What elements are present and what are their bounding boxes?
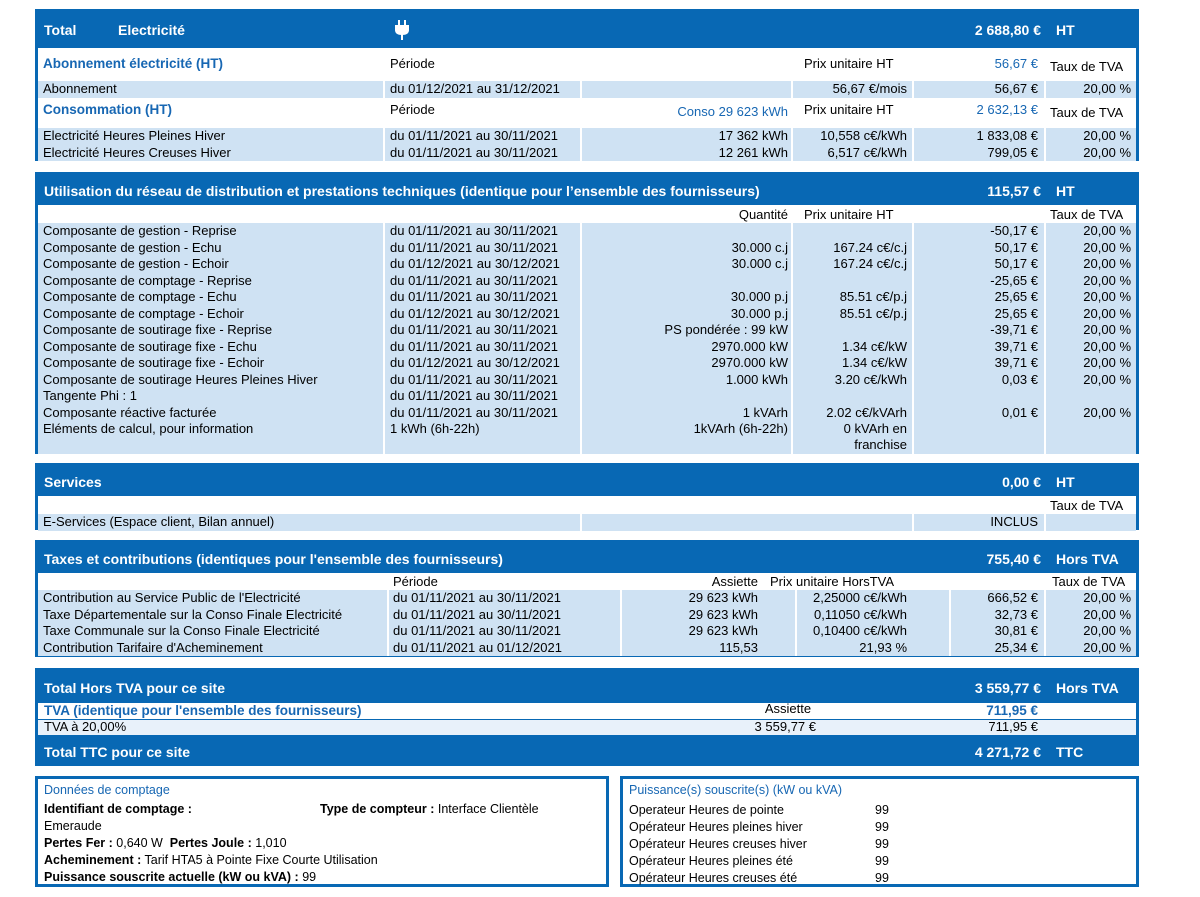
vat-rate-label: TVA à 20,00% [44,719,127,734]
unit-price-header: Prix unitaire HT [804,56,894,71]
row-amount: 30,81 € [994,623,1038,638]
row-period: du 01/11/2021 au 30/11/2021 [390,239,558,255]
row-amount: 0,03 € [1001,371,1038,387]
row-price: 0 kVArh en [843,421,907,436]
row-tva: 20,00 % [1083,256,1131,271]
row-qty: 30.000 p.j [730,289,788,304]
row-period: du 01/11/2021 au 30/11/2021 [390,272,558,288]
row-amount: INCLUS [990,514,1038,529]
tax-row [38,640,1136,657]
routing-value: Tarif HTA5 à Pointe Fixe Courte Utilisation [144,853,378,867]
network-amount: 115,57 € [987,183,1041,199]
subscription-title: Abonnement électricité (HT) [43,56,224,71]
row-label: Composante de gestion - Echu [43,239,222,255]
row-label: Composante de soutirage fixe - Echu [43,338,257,354]
subscription-row [38,81,1136,98]
network-row [38,289,1136,306]
vat-row [38,720,1136,735]
total-incl-vat-label: Total TTC pour ce site [44,744,190,760]
electricity-header [38,12,1136,48]
row-price: 6,517 c€/kWh [827,144,907,160]
network-row [38,405,1136,422]
network-row [38,322,1136,339]
taxes-title: Taxes et contributions (identiques pour l'ensemble des fournisseurs) [44,551,503,567]
vat-amount: 711,95 € [988,719,1038,734]
network-row [38,273,1136,290]
network-columns [38,207,1136,224]
consumption-total: Conso 29 623 kWh [677,104,788,119]
row-qty: 12 261 kWh [718,144,788,160]
row-label: Composante de comptage - Echoir [43,305,244,321]
franchise-note: franchise [854,437,907,452]
row-amount: 0,01 € [1001,404,1038,420]
total-excl-vat-label: Total Hors TVA pour ce site [44,680,225,696]
row-qty: 1.000 kWh [725,371,788,387]
row-label: Composante de gestion - Reprise [43,223,237,238]
power-title: Puissance(s) souscrite(s) (kW ou kVA) [629,783,843,797]
row-amount: 25,34 € [994,639,1038,655]
metering-title: Données de comptage [44,783,170,797]
power-row-value: 99 [875,837,889,851]
row-label: Composante de gestion - Echoir [43,256,229,271]
row-qty: 29 623 kWh [688,623,758,638]
network-unit: HT [1056,183,1075,199]
row-price: 10,558 c€/kWh [820,128,907,143]
meter-type-value: Interface Clientèle [437,802,539,816]
row-qty: 1 kVArh [742,404,788,420]
consumption-row [38,145,1136,162]
total-excl-vat-amount: 3 559,77 € [974,680,1041,696]
row-qty: 1kVArh (6h-22h) [693,421,788,436]
row-period: du 01/11/2021 au 30/11/2021 [390,338,558,354]
network-row [38,421,1136,454]
total-excl-vat-row [38,671,1136,701]
row-qty: 30.000 p.j [730,305,788,321]
power-row-label: Operateur Heures de pointe [629,803,784,817]
row-label: Abonnement [43,81,117,96]
row-tva: 20,00 % [1083,239,1131,255]
network-row [38,355,1136,372]
row-qty: 30.000 c.j [731,256,788,271]
row-tva: 20,00 % [1083,338,1131,354]
services-section [35,463,1139,530]
row-period: du 01/12/2021 au 31/12/2021 [390,81,560,96]
row-period: du 01/11/2021 au 30/11/2021 [393,590,561,605]
consumption-title: Consommation (HT) [43,102,172,117]
network-row [38,256,1136,273]
power-row-label: Opérateur Heures creuses été [629,871,798,885]
taxes-header [38,543,1136,573]
row-label: Composante de soutirage Heures Pleines Hiver [43,371,318,387]
row-tva: 20,00 % [1083,128,1131,143]
vat-rate-header: Taux de TVA [1052,574,1126,589]
row-label: Taxe Communale sur la Conso Finale Electricité [43,623,320,638]
subscription-header-row [38,56,1136,76]
row-price: 0,10400 c€/kWh [813,623,907,638]
iron-loss-label: Pertes Fer : [44,836,113,850]
unit-price-header: Prix unitaire HT [804,207,894,222]
subscribed-power-panel [620,776,1139,887]
vat-header-row [38,703,1136,719]
row-price: 2.02 c€/kVArh [826,404,907,420]
row-price: 85.51 c€/p.j [839,289,907,304]
row-price: 1.34 c€/kW [841,338,907,354]
row-amount: 32,73 € [994,606,1038,622]
row-vat: 20,00 % [1083,81,1131,96]
network-row [38,223,1136,240]
row-tva: 20,00 % [1083,404,1131,420]
row-tva: 20,00 % [1083,272,1131,288]
row-label: Composante de soutirage fixe - Reprise [43,322,273,337]
row-period: du 01/11/2021 au 30/11/2021 [390,223,558,238]
row-period: du 01/11/2021 au 30/11/2021 [390,404,558,420]
total-incl-vat-amount: 4 271,72 € [974,744,1041,760]
consumption-header-row [38,102,1136,122]
base-header: Assiette [711,574,758,589]
row-label: Composante réactive facturée [43,404,217,420]
subscribed-power-value: 99 [302,870,317,884]
row-price: 1.34 c€/kW [841,355,907,370]
row-period: du 01/11/2021 au 30/11/2021 [393,623,561,638]
row-period: du 01/12/2021 au 30/12/2021 [390,355,560,370]
iron-loss-value: 0,640 W [116,836,163,850]
row-label: E-Services (Espace client, Bilan annuel) [43,514,275,529]
row-label: Contribution Tarifaire d'Acheminement [43,639,263,655]
row-price: 21,93 % [859,639,907,655]
consumption-amount: 2 632,13 € [976,102,1038,117]
vat-rate-header: Taux de TVA [1050,498,1124,513]
row-qty: 17 362 kWh [718,128,788,143]
period-header: Période [393,574,438,589]
row-amount: 25,65 € [994,289,1038,304]
meter-type-label: Type de compteur : [320,802,435,816]
row-period: du 01/11/2021 au 30/11/2021 [390,371,558,387]
power-row-value: 99 [875,820,889,834]
vat-rate-header: Taux de TVA [1050,207,1124,222]
vat-rate-header: Taux de TVA [1050,59,1124,74]
row-tva: 20,00 % [1083,322,1131,337]
row-qty: 29 623 kWh [688,606,758,622]
services-unit: HT [1056,474,1075,490]
network-header [38,175,1136,205]
row-tva: 20,00 % [1083,355,1131,370]
row-qty: 115,53 [719,639,758,655]
subscription-amount: 56,67 € [994,56,1038,71]
row-price: 3.20 c€/kWh [834,371,907,387]
quantity-header: Quantité [738,207,788,222]
joule-loss-value: 1,010 [255,836,287,850]
electricity-section [35,9,1139,161]
network-section [35,172,1139,454]
row-amount: 50,17 € [994,256,1038,271]
electricity-unit: HT [1056,22,1075,38]
row-tva: 20,00 % [1083,623,1131,638]
services-columns [38,498,1136,515]
row-qty: PS pondérée : 99 kW [664,322,788,337]
vat-rate-header: Taux de TVA [1050,105,1124,120]
joule-loss-label: Pertes Joule : [169,836,252,850]
tax-row [38,607,1136,624]
row-amount: -25,65 € [990,272,1038,288]
row-label: Contribution au Service Public de l'Electricité [43,590,301,605]
row-price: 85.51 c€/p.j [839,305,907,321]
electricity-title: Electricité [118,22,185,38]
row-qty: 29 623 kWh [688,590,758,605]
row-amount: -39,71 € [990,322,1038,337]
total-label: Total [44,22,77,38]
network-row [38,388,1136,405]
row-amount: 799,05 € [987,144,1038,160]
vat-base-header: Assiette [764,701,812,716]
row-tva: 20,00 % [1083,639,1131,655]
row-label: Composante de comptage - Reprise [43,272,252,288]
services-header [38,466,1136,496]
vat-base: 3 559,77 € [754,719,816,734]
row-period: du 01/11/2021 au 01/12/2021 [393,639,562,655]
row-tva: 20,00 % [1083,289,1131,304]
services-row [38,514,1136,531]
row-label: Composante de comptage - Echu [43,289,237,304]
row-period: du 01/12/2021 au 30/12/2021 [390,305,560,321]
metering-panel [35,776,609,887]
row-qty: 2970.000 kW [711,355,788,370]
power-row-value: 99 [875,803,889,817]
row-tva: 20,00 % [1083,606,1131,622]
taxes-section [35,540,1139,657]
network-row [38,240,1136,257]
row-price: 167.24 c€/c.j [833,256,907,271]
totals-section [35,668,1139,766]
services-amount: 0,00 € [1002,474,1041,490]
network-row [38,306,1136,323]
row-tva: 20,00 % [1083,223,1131,238]
network-title: Utilisation du réseau de distribution et prestations techniques (identique pour l’ensemble des fournisseurs) [44,183,760,199]
unit-price-header: Prix unitaire HT [804,102,894,117]
tax-row [38,623,1136,640]
row-price: 2,25000 c€/kWh [813,590,907,605]
row-period: 1 kWh (6h-22h) [390,421,480,436]
network-row [38,339,1136,356]
row-amount: 39,71 € [994,355,1038,370]
row-qty: 2970.000 kW [711,338,788,354]
routing-label: Acheminement : [44,853,142,867]
row-tva: 20,00 % [1083,305,1131,321]
total-excl-vat-unit: Hors TVA [1056,680,1119,696]
row-period: du 01/11/2021 au 30/11/2021 [393,606,561,622]
services-title: Services [44,474,102,490]
taxes-columns [38,574,1136,591]
row-label: Tangente Phi : 1 [43,388,137,403]
row-period: du 01/11/2021 au 30/11/2021 [390,144,558,160]
row-period: du 01/11/2021 au 30/11/2021 [390,322,558,337]
row-amount: -50,17 € [990,223,1038,238]
row-amount: 56,67 € [994,81,1038,96]
power-row-label: Opérateur Heures pleines été [629,854,793,868]
period-header: Période [390,56,435,71]
row-price: 56,67 €/mois [832,81,907,96]
row-amount: 1 833,08 € [976,128,1038,143]
unit-price-header: Prix unitaire HorsTVA [770,574,895,589]
consumption-row [38,128,1136,145]
period-header: Période [390,102,435,117]
row-label: Electricité Heures Pleines Hiver [43,128,226,143]
row-amount: 50,17 € [994,239,1038,255]
network-row [38,372,1136,389]
power-row-value: 99 [875,854,889,868]
row-tva: 20,00 % [1083,590,1131,605]
row-label: Taxe Départementale sur la Conso Finale Electricité [43,606,343,622]
row-label: Eléments de calcul, pour information [43,421,254,436]
row-period: du 01/11/2021 au 30/11/2021 [390,289,558,304]
row-tva: 20,00 % [1083,371,1131,387]
row-tva: 20,00 % [1083,144,1131,160]
row-qty: 30.000 c.j [731,239,788,255]
total-incl-vat-unit: TTC [1056,744,1084,760]
row-amount: 39,71 € [994,338,1038,354]
meter-id-label: Identifiant de comptage : [44,802,192,816]
meter-type-value-continued: Emeraude [44,819,102,833]
vat-title: TVA (identique pour l'ensemble des fournisseurs) [44,703,362,718]
vat-amount-header: 711,95 € [986,703,1038,718]
power-row-label: Opérateur Heures pleines hiver [629,820,803,834]
plug-icon [394,20,410,43]
total-incl-vat-row [38,737,1136,763]
row-period: du 01/11/2021 au 30/11/2021 [390,128,558,143]
row-price: 0,11050 c€/kWh [814,606,907,622]
tax-row [38,590,1136,607]
row-period: du 01/12/2021 au 30/12/2021 [390,256,560,271]
row-period: du 01/11/2021 au 30/11/2021 [390,388,558,403]
row-label: Composante de soutirage fixe - Echoir [43,355,265,370]
electricity-amount: 2 688,80 € [974,22,1041,38]
row-label: Electricité Heures Creuses Hiver [43,144,231,160]
power-row-label: Opérateur Heures creuses hiver [629,837,807,851]
taxes-amount: 755,40 € [986,551,1041,567]
subscribed-power-label: Puissance souscrite actuelle (kW ou kVA) : [44,870,299,884]
taxes-unit: Hors TVA [1056,551,1119,567]
power-row-value: 99 [875,871,889,885]
row-amount: 25,65 € [994,305,1038,321]
row-price: 167.24 c€/c.j [833,239,907,255]
row-amount: 666,52 € [987,590,1038,605]
